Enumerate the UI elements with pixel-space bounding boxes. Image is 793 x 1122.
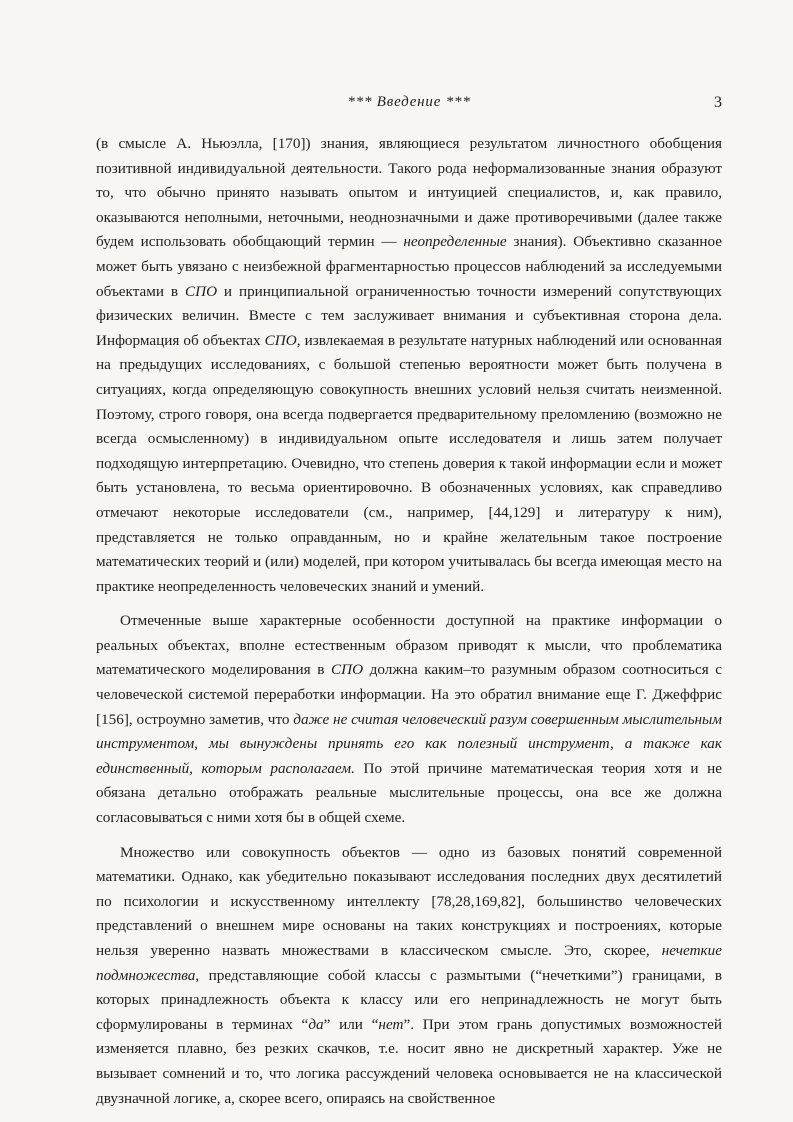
text-run: , извлекаемая в результате натурных наблюдений или основанная на предыдущих исследованиях, с большой степенью вероятности может быть получена в ситуациях, когда определяющую совокупность внешних условий нельзя считать неизменной. Поэтому, строго говоря, она всегда подвергается предварительному преломлению (возможно не всегда осмысленному) в индивидуальном опыте исследователя и лишь затем получает подходящую интерпретацию. Очевидно, что степень доверия к такой информации если и может быть установлена, то весьма ориентировочно. В обозначенных условиях, как справедливо отмечают некоторые исследователи (см., например, [44,129] и литературу к ним), представляется не только оправданным, но и крайне желательным такое построение математических теорий и (или) моделей, при котором учитывалась бы всегда имеющая место на практике неопределенность человеческих знаний и умений. (96, 331, 723, 595)
italic-term: да (308, 1015, 324, 1033)
text-run: и принципиальной ограниченностью точности измерений сопутствующих физических величин. Вместе с тем заслуживает внимания и субъективная сторона дела. Информация об объектах (96, 282, 722, 349)
text-run: По этой причине математическая теория хотя и не обязана детально отображать реальные мыслительные процессы, она все же должна согласовываться с ними хотя бы в общей схеме. (96, 759, 722, 827)
text-run: должна каким–то разумным образом соотноситься с человеческой системой переработки информации. На это обратил внимание еще Г. Джеффрис [156], остроумно заметив, что (96, 661, 723, 728)
body-text (96, 132, 722, 1121)
page-number: 3 (714, 94, 722, 111)
page-header (96, 94, 722, 118)
running-title: *** Введение *** (347, 94, 471, 110)
italic-term: неопределенные (403, 233, 507, 251)
italic-quote: даже не считая человеческий разум совершенным мыслительным инструментом, мы вынуждены принять его как полезный инструмент, а также как единственный, которым располагаем. (96, 710, 722, 777)
italic-term: СПО (184, 282, 218, 300)
text-run: (в смысле А. Ньюэлла, [170]) знания, являющиеся результатом личностного обобщения позитивной индивидуальной деятельности. Такого рода неформализованные знания образуют то, что обычно принято называть опытом и интуицией специалистов, и, как правило, оказываются неполными, неточными, неоднозначными и даже противоречивыми (далее также будем использовать обобщающий термин — (96, 135, 722, 251)
italic-term: СПО (330, 661, 364, 679)
paragraph-2 (96, 609, 722, 830)
text-run: Множество или совокупность объектов — одно из базовых понятий современной математики. Однако, как убедительно показывают исследования последних двух десятилетий по психологии и искусственному интеллекту [78,28,169,82], большинство человеческих представлений о внешнем мире основаны на таких конструкциях и построениях, которые нельзя уверенно назвать множествами в классическом смысле. Это, скорее, (96, 843, 722, 959)
text-run: знания). Объективно сказанное может быть увязано с неизбежной фрагментарностью процессов наблюдений за исследуемыми объектами в (96, 233, 722, 300)
paragraph-3 (96, 841, 722, 1112)
italic-term: СПО (264, 331, 297, 349)
text-run: , представляющие собой классы с размытыми (“нечеткими”) границами, в которых принадлежность объекта к классу или его непринадлежность не могут быть сформулированы в терминах “ (96, 966, 722, 1033)
text-run: ” или “ (323, 1015, 379, 1033)
text-run: ”. При этом грань допустимых возможностей изменяется плавно, без резких скачков, т.е. носит явно не дискретный характер. Уже не вызывает сомнений и то, что логика рассуждений человека основывается не на классической двузначной логике, а, скорее всего, опираясь на свойственное (96, 1015, 722, 1107)
paragraph-1 (96, 132, 722, 599)
text-run: Отмеченные выше характерные особенности доступной на практике информации о реальных объектах, вполне естественным образом приводят к мысли, что проблематика математического моделирования в (96, 612, 722, 679)
italic-term: нечеткие подмножества (96, 942, 722, 984)
italic-term: нет (378, 1015, 404, 1033)
